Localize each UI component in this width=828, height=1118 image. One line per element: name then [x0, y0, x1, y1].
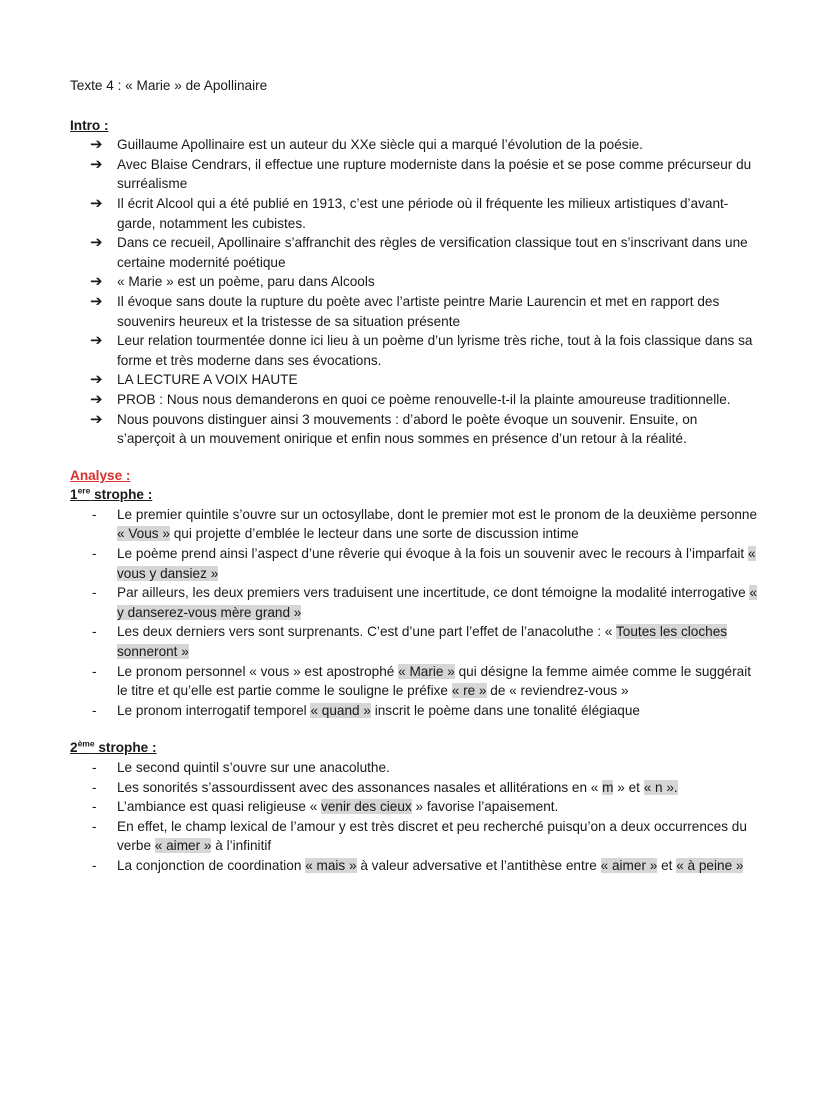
- intro-item: ➔ Nous pouvons distinguer ainsi 3 mouvements : d’abord le poète évoque un souvenir. Ensuite, on s’aperçoit à un mouvement onirique et enfin nous sommes en présence d’un retour à la réalité.: [90, 410, 698, 447]
- intro-heading: Intro :: [70, 117, 109, 133]
- intro-item: ➔ PROB : Nous nous demanderons en quoi ce poème renouvelle-t-il la plainte amoureuse traditionnelle.: [90, 390, 731, 408]
- dash-bullet: -: [92, 663, 97, 679]
- highlight: « à peine »: [676, 857, 744, 873]
- list-item: - Le pronom personnel « vous » est apostrophé « Marie » qui désigne la femme aimée comme le suggérait le titre et qu’elle est partie comme le souligne le préfixe « re » de « reviendrez-vous »: [92, 663, 751, 699]
- document-title: Texte 4 : « Marie » de Apollinaire: [70, 78, 268, 93]
- list-item: - Les deux derniers vers sont surprenants. C’est d’une part l’effet de l’anacoluthe : « Toutes les cloches sonneront »: [92, 624, 728, 660]
- strophe-1-heading: 1ere strophe :: [70, 485, 153, 503]
- arrow-icon: ➔: [90, 273, 103, 291]
- intro-item: ➔ Avec Blaise Cendrars, il effectue une rupture moderniste dans la poésie et se pose comme précurseur du surréalisme: [90, 155, 752, 192]
- intro-item: ➔ LA LECTURE A VOIX HAUTE: [90, 371, 298, 389]
- highlight: « re »: [451, 683, 487, 699]
- strophe-2-list: [70, 758, 758, 876]
- dash-bullet: -: [92, 857, 97, 873]
- list-item: - Le premier quintile s’ouvre sur un octosyllabe, dont le premier mot est le pronom de la deuxième personne « Vous » qui projette d’emblée le lecteur dans une sorte de discussion intime: [92, 506, 758, 542]
- list-item: - Le pronom interrogatif temporel « quand » inscrit le poème dans une tonalité élégiaque: [92, 701, 758, 721]
- dash-bullet: -: [92, 546, 97, 562]
- arrow-icon: ➔: [90, 371, 103, 389]
- highlight: « n ».: [643, 779, 678, 795]
- highlight: « vous y dansiez »: [117, 546, 756, 581]
- dash-bullet: -: [92, 506, 97, 522]
- highlight: « mais »: [305, 857, 357, 873]
- intro-item: ➔ « Marie » est un poème, paru dans Alcools: [90, 273, 375, 291]
- highlight: « Vous »: [117, 526, 170, 542]
- dash-bullet: -: [92, 818, 97, 834]
- dash-bullet: -: [92, 760, 97, 775]
- list-item: - Le poème prend ainsi l’aspect d’une rêverie qui évoque à la fois un souvenir avec le recours à l’imparfait « vous y dansiez »: [92, 546, 756, 581]
- highlight: venir des cieux: [321, 799, 412, 815]
- arrow-icon: ➔: [90, 410, 103, 428]
- arrow-icon: ➔: [90, 136, 103, 154]
- analyse-heading: Analyse :: [70, 467, 131, 483]
- highlight: « y danserez-vous mère grand »: [117, 585, 757, 620]
- dash-bullet: -: [92, 799, 97, 815]
- arrow-icon: ➔: [90, 332, 103, 350]
- list-item: - L’ambiance est quasi religieuse « venir des cieux » favorise l’apaisement.: [92, 797, 758, 817]
- highlight: « aimer »: [600, 857, 658, 873]
- list-item: - Par ailleurs, les deux premiers vers traduisent une incertitude, ce dont témoigne la modalité interrogative « y danserez-vous mère grand »: [92, 585, 757, 620]
- list-item: - Le second quintil s’ouvre sur une anacoluthe.: [92, 758, 758, 778]
- intro-item: ➔ Il écrit Alcool qui a été publié en 1913, c’est une période où il fréquente les milieux artistiques d’avant-garde, notamment les cubistes.: [90, 194, 729, 231]
- arrow-icon: ➔: [90, 155, 103, 173]
- dash-bullet: -: [92, 779, 97, 795]
- list-item: - En effet, le champ lexical de l’amour y est très discret et peu recherché puisqu’on a deux occurrences du verbe « aimer » à l’infinitif: [92, 818, 747, 854]
- arrow-icon: ➔: [90, 194, 103, 212]
- intro-item: ➔ Dans ce recueil, Apollinaire s’affranchit des règles de versification classique tout en s’inscrivant dans une certaine modernité poétique: [90, 234, 748, 270]
- intro-item: ➔ Il évoque sans doute la rupture du poète avec l’artiste peintre Marie Laurencin et met en rapport des souvenirs heureux et la tristesse de sa situation présente: [90, 292, 720, 329]
- strophe-1-list: [70, 505, 758, 721]
- list-item: - La conjonction de coordination « mais » à valeur adversative et l’antithèse entre « aimer » et « à peine »: [92, 856, 758, 876]
- list-item: - Les sonorités s’assourdissent avec des assonances nasales et allitérations en « m » et « n ».: [92, 778, 758, 798]
- arrow-icon: ➔: [90, 390, 103, 408]
- dash-bullet: -: [92, 702, 97, 718]
- highlight: Toutes les cloches sonneront »: [117, 624, 728, 660]
- highlight: « Marie »: [398, 663, 455, 679]
- dash-bullet: -: [92, 624, 97, 640]
- highlight: « quand »: [310, 702, 371, 718]
- dash-bullet: -: [92, 585, 97, 601]
- intro-item: ➔ Guillaume Apollinaire est un auteur du XXe siècle qui a marqué l’évolution de la poésie.: [90, 136, 643, 154]
- highlight: « aimer »: [154, 838, 212, 854]
- strophe-2-heading: 2ème strophe :: [70, 738, 157, 756]
- highlight: m: [602, 779, 614, 795]
- intro-list: [70, 135, 758, 449]
- intro-item: ➔ Leur relation tourmentée donne ici lieu à un poème d’un lyrisme très riche, tout à la fois classique dans sa forme et très moderne dans ses évocations.: [90, 332, 753, 368]
- arrow-icon: ➔: [90, 292, 103, 310]
- arrow-icon: ➔: [90, 234, 103, 252]
